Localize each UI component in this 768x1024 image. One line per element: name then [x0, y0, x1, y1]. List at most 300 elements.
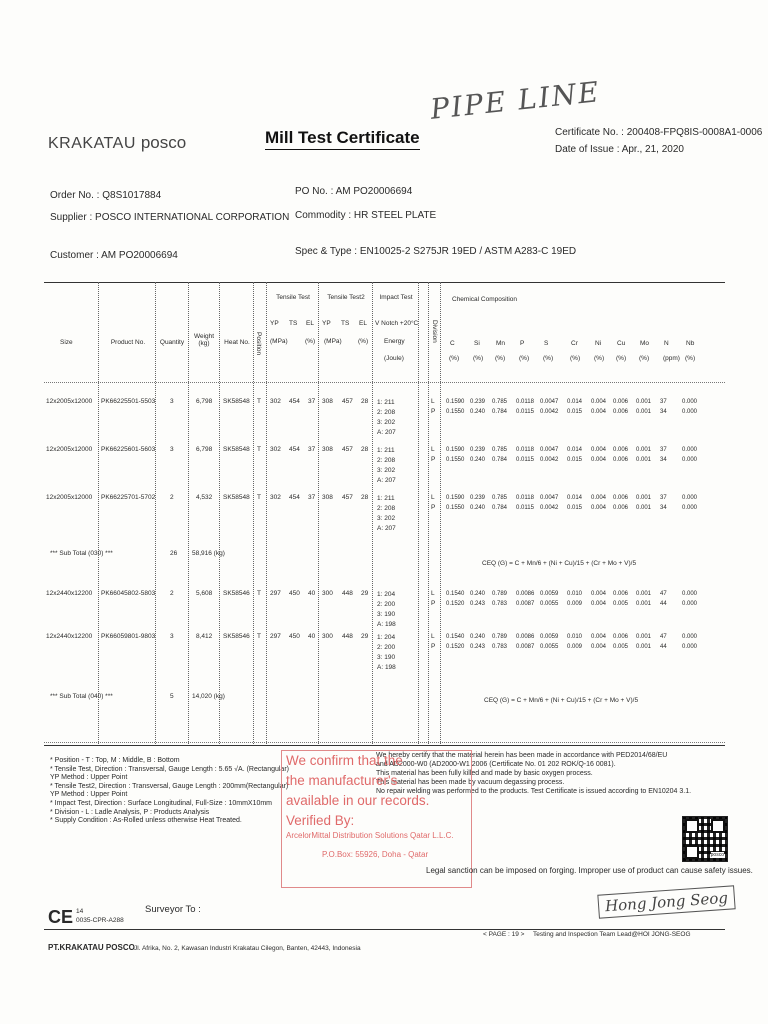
header-product-no: Product No. — [110, 339, 146, 346]
cell-chem-value: 0.789 — [492, 591, 508, 597]
cell-chem-value: 0.240 — [470, 634, 486, 640]
cell-impact-value: A: 198 — [377, 664, 396, 671]
cell-chem-value: 0.000 — [682, 591, 698, 597]
stamp-line: Verified By: — [286, 813, 355, 828]
cell-chem-value: 0.000 — [682, 601, 698, 607]
cell-yp: 302 — [270, 446, 281, 453]
cell-chem-value: 0.001 — [636, 591, 652, 597]
header-yp: YP — [270, 320, 279, 327]
cell-chem-value: 0.004 — [591, 495, 607, 501]
ce-mark-icon: CE — [48, 907, 74, 927]
chem-element-header: Si — [474, 340, 480, 347]
cell-division: P — [431, 600, 436, 607]
stamp-line: available in our records. — [286, 793, 430, 808]
col-sep — [318, 282, 319, 744]
footnotes — [50, 757, 290, 826]
cell-chem-value: 0.0086 — [516, 591, 535, 597]
cell-division: L — [431, 590, 435, 597]
signature: Hong Jong Seog — [597, 885, 735, 918]
chem-element-header: P — [520, 340, 525, 347]
cell-position: T — [257, 494, 261, 501]
statement-line: This material has been made by vacuum degassing process. — [376, 779, 565, 786]
subtotal-quantity: 26 — [170, 550, 178, 557]
cell-el2: 28 — [361, 446, 369, 453]
cell-impact-value: 1: 211 — [377, 495, 395, 502]
cell-chem-value: 0.001 — [636, 457, 652, 463]
cell-chem-value: 0.240 — [470, 409, 486, 415]
cell-impact-value: 1: 204 — [377, 634, 396, 641]
cell-ts2: 448 — [342, 590, 353, 597]
note-line: YP Method : Upper Point — [50, 774, 128, 782]
cell-chem-value: 0.0047 — [540, 495, 559, 501]
cell-chem-value: 0.006 — [613, 505, 629, 511]
cell-el: 37 — [308, 398, 316, 405]
col-sep — [440, 282, 441, 744]
cell-chem-value: 0.000 — [682, 447, 698, 453]
cell-impact-value: 1: 211 — [377, 399, 395, 406]
cell-chem-value: 0.000 — [682, 399, 698, 405]
cell-chem-value: 34 — [660, 505, 667, 511]
cell-chem-value: 0.015 — [567, 505, 583, 511]
cell-product-no: PK66225701-5702 — [101, 494, 156, 501]
cell-impact-value: A: 207 — [377, 477, 396, 484]
note-line: * Tensile Test2, Direction : Transversal, Gauge Length : 200mm(Rectangular) — [50, 782, 289, 790]
commodity: Commodity : HR STEEL PLATE — [295, 210, 437, 221]
qr-finder — [685, 819, 699, 833]
cell-chem-value: 0.001 — [636, 634, 652, 640]
qr-finder — [711, 819, 725, 833]
header-ts2: TS — [341, 320, 350, 327]
cell-division: P — [431, 456, 436, 463]
cell-product-no: PK66225601-5603 — [101, 446, 156, 453]
page-number: < PAGE : 19 > — [483, 931, 525, 938]
note-line: * Division - L : Ladle Analysis, P : Products Analysis — [50, 808, 210, 816]
cell-position: T — [257, 633, 261, 640]
cell-impact-value: A: 198 — [377, 621, 396, 628]
cell-yp2: 300 — [322, 590, 333, 597]
header-unit-pct: (%) — [305, 338, 316, 345]
header-heat-no: Heat No. — [224, 339, 250, 346]
cell-chem-value: 0.014 — [567, 447, 583, 453]
cell-position: T — [257, 446, 261, 453]
cell-chem-value: 0.006 — [613, 591, 629, 597]
ce-number: 14 — [76, 908, 84, 915]
cell-chem-value: 0.1540 — [446, 591, 465, 597]
cell-el: 37 — [308, 494, 316, 501]
cell-impact-value: A: 207 — [377, 525, 396, 532]
table-bottom-divider — [44, 742, 725, 743]
cell-quantity: 3 — [170, 398, 174, 405]
cell-chem-value: 0.004 — [591, 457, 607, 463]
spec-type: Spec & Type : EN10025-2 S275JR 19ED / ASTM A283-C 19ED — [295, 246, 577, 257]
cell-chem-value: 0.0042 — [540, 457, 559, 463]
cell-chem-value: 0.243 — [470, 644, 486, 650]
cell-weight: 6,798 — [196, 446, 213, 453]
cell-division: P — [431, 408, 436, 415]
cell-chem-value: 0.015 — [567, 457, 583, 463]
chem-unit-header: (%) — [685, 355, 696, 362]
cell-chem-value: 0.240 — [470, 505, 486, 511]
cell-chem-value: 0.001 — [636, 495, 652, 501]
cell-size: 12x2005x12000 — [46, 398, 93, 405]
ce-code: 0035-CPR-A288 — [76, 917, 124, 924]
cell-chem-value: 0.239 — [470, 399, 486, 405]
cell-chem-value: 0.005 — [613, 644, 629, 650]
company-logo — [48, 133, 186, 153]
company-footer: PT.KRAKATAU POSCO — [48, 943, 135, 952]
col-sep — [155, 282, 156, 744]
header-position: Position — [255, 332, 262, 356]
cell-size: 12x2440x12200 — [46, 633, 93, 640]
chem-unit-header: (ppm) — [663, 355, 680, 362]
stamp-line: the manufacturer's — [286, 773, 398, 788]
chem-element-header: Nb — [686, 340, 695, 347]
cell-impact-value: A: 207 — [377, 429, 396, 436]
po-no: PO No. : AM PO20006694 — [295, 186, 413, 197]
cell-el2: 29 — [361, 590, 369, 597]
header-divider — [44, 382, 725, 383]
cell-el2: 28 — [361, 398, 369, 405]
statement-line: No repair welding was performed to the products. Test Certificate is issued according to EN10204 3.1. — [376, 788, 692, 795]
cell-chem-value: 47 — [660, 634, 667, 640]
logo-text: KRAKATAU — [48, 135, 136, 152]
cell-yp: 297 — [270, 633, 281, 640]
cell-chem-value: 0.004 — [591, 409, 607, 415]
note-line: * Tensile Test, Direction : Transversal, Gauge Length : 5.65 √A. (Rectangular) — [50, 765, 289, 773]
date-of-issue: Date of Issue : Apr., 21, 2020 — [555, 144, 684, 155]
subtotal-weight: 14,020 (kg) — [192, 693, 225, 700]
cell-el: 40 — [308, 590, 316, 597]
cell-quantity: 2 — [170, 590, 174, 597]
header-quantity: Quantity — [159, 339, 185, 346]
cell-chem-value: 0.785 — [492, 495, 508, 501]
subtotal-quantity: 5 — [170, 693, 174, 700]
header-unit-mpa: (MPa) — [270, 338, 288, 345]
cell-yp: 302 — [270, 398, 281, 405]
chem-element-header: Ni — [595, 340, 602, 347]
chem-element-header: Mn — [496, 340, 506, 347]
statement-line: We hereby certify that the material herein has been made in accordance with PED2014/68/EU — [376, 752, 668, 759]
cell-chem-value: 0.1550 — [446, 457, 465, 463]
header-size: Size — [60, 339, 73, 346]
cell-chem-value: 0.000 — [682, 495, 698, 501]
cell-chem-value: 0.0042 — [540, 409, 559, 415]
col-sep — [188, 282, 189, 744]
cell-ts: 450 — [289, 590, 300, 597]
statement-line: This material has been fully killed and made by basic oxygen process. — [376, 770, 593, 777]
cell-chem-value: 0.0055 — [540, 644, 559, 650]
cell-weight: 6,798 — [196, 398, 213, 405]
cell-yp2: 308 — [322, 446, 333, 453]
cell-chem-value: 0.006 — [613, 399, 629, 405]
cell-impact-value: 2: 208 — [377, 409, 396, 416]
cell-impact-value: 3: 202 — [377, 467, 396, 474]
cell-chem-value: 0.0118 — [516, 399, 534, 405]
cell-yp2: 308 — [322, 494, 333, 501]
cell-division: L — [431, 494, 435, 501]
cell-chem-value: 0.789 — [492, 634, 508, 640]
cell-heat-no: SK58548 — [223, 446, 250, 453]
header-el: EL — [306, 320, 314, 327]
cell-division: L — [431, 633, 435, 640]
cell-chem-value: 0.006 — [613, 634, 629, 640]
chem-unit-header: (%) — [616, 355, 627, 362]
subtotal-label: *** Sub Total (030) *** — [50, 550, 113, 557]
header-el2: EL — [359, 320, 367, 327]
cell-chem-value: 0.004 — [591, 505, 607, 511]
cell-division: P — [431, 504, 436, 511]
header-unit-pct2: (%) — [358, 338, 369, 345]
cell-chem-value: 0.0086 — [516, 634, 535, 640]
cell-impact-value: 3: 202 — [377, 515, 396, 522]
cell-chem-value: 0.0047 — [540, 447, 559, 453]
handwritten-note: PIPE LINE — [428, 75, 602, 126]
cell-chem-value: 0.000 — [682, 409, 698, 415]
cell-quantity: 2 — [170, 494, 174, 501]
chem-element-header: Mo — [640, 340, 650, 347]
cell-chem-value: 0.1590 — [446, 399, 465, 405]
cell-chem-value: 0.243 — [470, 601, 486, 607]
cell-chem-value: 0.006 — [613, 495, 629, 501]
note-line: * Supply Condition : As-Rolled unless otherwise Heat Treated. — [50, 817, 242, 825]
cell-ts2: 457 — [342, 446, 353, 453]
subtotal-weight: 58,916 (kg) — [192, 550, 225, 557]
order-no: Order No. : Q8S1017884 — [50, 190, 162, 201]
stamp-line: We confirm that the — [286, 753, 403, 768]
col-sep — [372, 282, 373, 744]
cell-chem-value: 0.239 — [470, 495, 486, 501]
cell-chem-value: 0.0087 — [516, 601, 535, 607]
header-yp2: YP — [322, 320, 331, 327]
cell-division: L — [431, 398, 435, 405]
cell-division: P — [431, 643, 436, 650]
cell-chem-value: 0.004 — [591, 644, 607, 650]
cell-ts: 454 — [289, 398, 300, 405]
cell-yp: 302 — [270, 494, 281, 501]
chem-element-header: S — [544, 340, 549, 347]
cell-chem-value: 0.0115 — [516, 457, 534, 463]
chem-unit-header: (%) — [570, 355, 581, 362]
qr-label: posco — [710, 852, 724, 858]
header-unit-mpa2: (MPa) — [324, 338, 342, 345]
cell-el: 37 — [308, 446, 316, 453]
note-line: YP Method : Upper Point — [50, 791, 128, 799]
cell-chem-value: 0.006 — [613, 409, 629, 415]
cell-chem-value: 0.010 — [567, 634, 583, 640]
legal-notice: Legal sanction can be imposed on forging. Improper use of product can cause safety issues. — [426, 866, 753, 875]
cell-chem-value: 0.000 — [682, 644, 698, 650]
chem-unit-header: (%) — [594, 355, 605, 362]
cell-chem-value: 0.785 — [492, 399, 508, 405]
chem-unit-header: (%) — [473, 355, 484, 362]
cell-impact-value: 2: 200 — [377, 644, 396, 651]
cell-heat-no: SK58548 — [223, 398, 250, 405]
cell-chem-value: 0.004 — [591, 399, 607, 405]
cell-chem-value: 34 — [660, 457, 667, 463]
cell-chem-value: 0.785 — [492, 447, 508, 453]
certificate-no: Certificate No. : 200408-FPQ8IS-0008A1-0006 — [555, 127, 763, 138]
statement-line: and AD2000-W0 (AD2000-W1 2006 (Certificate No. 01 202 ROK/Q-16 0081). — [376, 761, 616, 768]
col-sep — [266, 282, 267, 744]
cell-impact-value: 1: 211 — [377, 447, 395, 454]
cell-chem-value: 0.014 — [567, 495, 583, 501]
cell-chem-value: 0.004 — [591, 601, 607, 607]
header-energy: Energy — [384, 338, 405, 345]
cell-product-no: PK66059801-9803 — [101, 633, 156, 640]
header-chem-comp: Chemical Composition — [452, 296, 518, 303]
chem-element-header: C — [450, 340, 455, 347]
cell-chem-value: 44 — [660, 644, 667, 650]
col-sep — [98, 282, 99, 744]
cell-chem-value: 0.784 — [492, 505, 508, 511]
cell-chem-value: 0.005 — [613, 601, 629, 607]
cell-position: T — [257, 590, 261, 597]
col-sep — [219, 282, 220, 744]
cell-size: 12x2440x12200 — [46, 590, 93, 597]
cell-chem-value: 0.010 — [567, 591, 583, 597]
col-sep — [418, 282, 419, 744]
qr-code-icon — [682, 816, 728, 862]
cell-chem-value: 0.1550 — [446, 505, 465, 511]
header-tensile-test: Tensile Test — [276, 294, 310, 301]
header-division: Division — [431, 320, 438, 343]
chem-unit-header: (%) — [543, 355, 554, 362]
cell-chem-value: 0.1520 — [446, 601, 465, 607]
footer-divider — [44, 929, 725, 930]
cell-impact-value: 3: 190 — [377, 654, 396, 661]
cell-chem-value: 0.009 — [567, 644, 583, 650]
cell-chem-value: 37 — [660, 495, 667, 501]
header-joule: (Joule) — [384, 355, 404, 362]
cell-impact-value: 3: 190 — [377, 611, 396, 618]
cell-chem-value: 0.004 — [591, 447, 607, 453]
col-sep — [253, 282, 254, 744]
cell-impact-value: 1: 204 — [377, 591, 396, 598]
cell-chem-value: 0.1590 — [446, 447, 465, 453]
cell-chem-value: 0.0042 — [540, 505, 559, 511]
cell-heat-no: SK58546 — [223, 590, 250, 597]
chem-element-header: Cr — [571, 340, 578, 347]
ceq-formula: CEQ (G) = C + Mn/6 + (Ni + Cu)/15 + (Cr + Mo + V)/5 — [482, 560, 637, 567]
cell-ts2: 457 — [342, 398, 353, 405]
cell-chem-value: 0.0055 — [540, 601, 559, 607]
cell-size: 12x2005x12000 — [46, 446, 93, 453]
cell-chem-value: 0.1590 — [446, 495, 465, 501]
cell-chem-value: 0.009 — [567, 601, 583, 607]
cell-chem-value: 0.001 — [636, 644, 652, 650]
cell-chem-value: 0.0115 — [516, 505, 534, 511]
cell-chem-value: 0.001 — [636, 409, 652, 415]
cell-chem-value: 0.784 — [492, 409, 508, 415]
qr-finder — [685, 845, 699, 859]
stamp-line: P.O.Box: 55926, Doha - Qatar — [322, 850, 429, 859]
logo-brand: posco — [140, 133, 187, 152]
cell-impact-value: 2: 200 — [377, 601, 396, 608]
cell-chem-value: 0.001 — [636, 601, 652, 607]
chem-element-header: N — [664, 340, 669, 347]
header-impact-test: Impact Test — [379, 294, 413, 301]
header-ts: TS — [289, 320, 298, 327]
cell-impact-value: 2: 208 — [377, 505, 396, 512]
cell-chem-value: 37 — [660, 399, 667, 405]
cell-chem-value: 44 — [660, 601, 667, 607]
cell-chem-value: 0.783 — [492, 601, 508, 607]
cell-el: 40 — [308, 633, 316, 640]
cell-division: L — [431, 446, 435, 453]
cell-chem-value: 0.015 — [567, 409, 583, 415]
cell-yp2: 300 — [322, 633, 333, 640]
header-v-notch: V Notch +20°C — [375, 320, 419, 327]
cell-heat-no: SK58546 — [223, 633, 250, 640]
cell-weight: 8,412 — [196, 633, 213, 640]
chem-element-header: Cu — [617, 340, 626, 347]
cell-weight: 4,532 — [196, 494, 213, 501]
cell-chem-value: 0.240 — [470, 591, 486, 597]
cell-chem-value: 0.000 — [682, 457, 698, 463]
cell-chem-value: 0.014 — [567, 399, 583, 405]
cell-ts2: 457 — [342, 494, 353, 501]
cell-chem-value: 0.0118 — [516, 495, 534, 501]
note-line: * Impact Test, Direction : Surface Longitudinal, Full-Size : 10mmX10mm — [50, 799, 273, 807]
team-lead: Testing and Inspection Team Lead@HOI JONG-SEOG — [533, 931, 691, 938]
cell-chem-value: 0.0115 — [516, 409, 534, 415]
cell-chem-value: 0.0087 — [516, 644, 535, 650]
cell-yp2: 308 — [322, 398, 333, 405]
cell-chem-value: 0.0059 — [540, 591, 559, 597]
cell-chem-value: 0.004 — [591, 634, 607, 640]
cell-chem-value: 0.000 — [682, 505, 698, 511]
ceq-formula: CEQ (G) = C + Mn/6 + (Ni + Cu)/15 + (Cr + Mo + V)/5 — [484, 697, 639, 704]
cell-product-no: PK66225501-5503 — [101, 398, 156, 405]
company-address: Jl. Afrika, No. 2, Kawasan Industri Krakatau Cilegon, Banten, 42443, Indonesia — [134, 945, 361, 952]
cell-chem-value: 0.1550 — [446, 409, 465, 415]
cell-quantity: 3 — [170, 446, 174, 453]
cell-chem-value: 0.006 — [613, 447, 629, 453]
surveyor-label: Surveyor To : — [145, 904, 201, 915]
cell-chem-value: 0.0047 — [540, 399, 559, 405]
chem-unit-header: (%) — [449, 355, 460, 362]
customer: Customer : AM PO20006694 — [50, 250, 178, 261]
header-tensile-test2: Tensile Test2 — [327, 294, 365, 301]
cell-chem-value: 0.783 — [492, 644, 508, 650]
cell-impact-value: 3: 202 — [377, 419, 396, 426]
document-title: Mill Test Certificate — [265, 128, 420, 150]
cell-ts: 450 — [289, 633, 300, 640]
chem-unit-header: (%) — [639, 355, 650, 362]
cell-chem-value: 0.1520 — [446, 644, 465, 650]
supplier: Supplier : POSCO INTERNATIONAL CORPORATION — [50, 212, 290, 223]
cell-product-no: PK66045802-5803 — [101, 590, 156, 597]
cell-chem-value: 0.001 — [636, 505, 652, 511]
cell-chem-value: 37 — [660, 447, 667, 453]
cell-chem-value: 34 — [660, 409, 667, 415]
certificate-info — [555, 124, 762, 158]
cell-chem-value: 0.004 — [591, 591, 607, 597]
cell-quantity: 3 — [170, 633, 174, 640]
header-weight: Weight (kg) — [193, 333, 215, 347]
cell-size: 12x2005x12000 — [46, 494, 93, 501]
cell-ts: 454 — [289, 494, 300, 501]
cell-yp: 297 — [270, 590, 281, 597]
cell-position: T — [257, 398, 261, 405]
cell-impact-value: 2: 208 — [377, 457, 396, 464]
cell-el2: 29 — [361, 633, 369, 640]
chem-unit-header: (%) — [495, 355, 506, 362]
col-sep — [428, 282, 429, 744]
cell-chem-value: 0.239 — [470, 447, 486, 453]
cell-chem-value: 0.000 — [682, 634, 698, 640]
subtotal-label: *** Sub Total (040) *** — [50, 693, 113, 700]
